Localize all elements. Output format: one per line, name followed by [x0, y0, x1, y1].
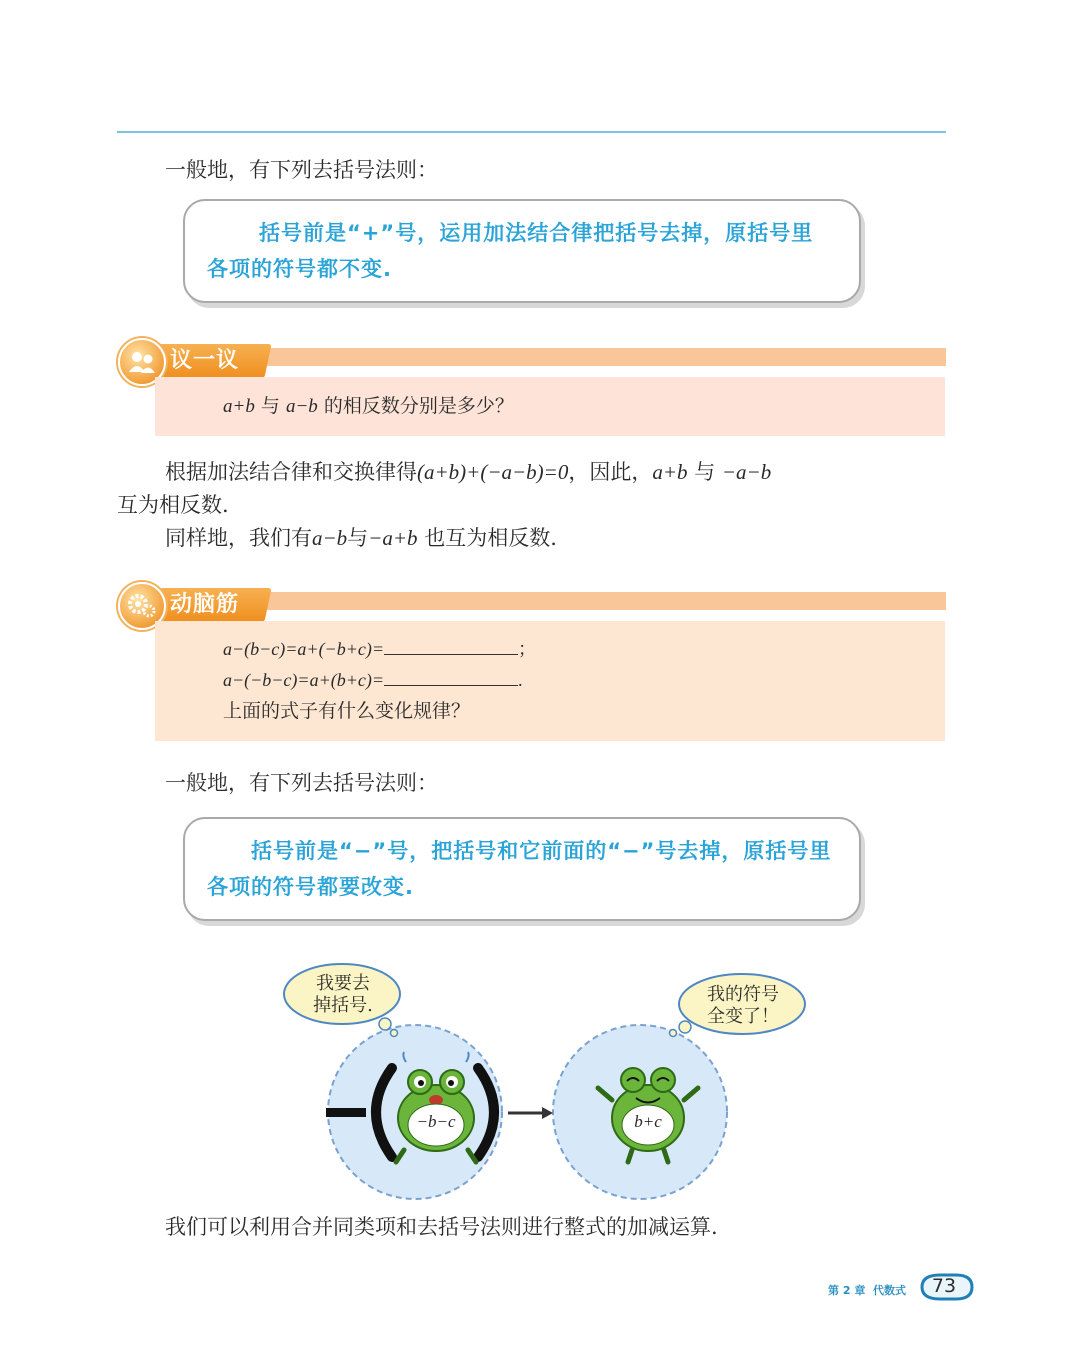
conclusion-text: 我们可以利用合并同类项和去括号法则进行整式的加减运算.	[165, 1215, 718, 1239]
answer-blank-2[interactable]	[384, 667, 518, 686]
discuss-label: 议一议	[148, 344, 271, 378]
discuss-header-bar	[266, 348, 946, 366]
brain-box	[155, 621, 945, 741]
frog-left-label: −b−c	[416, 1112, 456, 1131]
left-bubble-text: 我要去 掉括号.	[313, 973, 373, 1016]
brain-label: 动脑筋	[148, 588, 271, 622]
right-bubble-text: 我的符号 全变了！	[707, 984, 779, 1027]
explain-line-1: 根据加法结合律和交换律得(a+b)+(−a−b)=0，因此，a+b 与 −a−b	[165, 460, 772, 484]
brain-equation-1: a−(b−c)=a+(−b+c)= ；	[223, 633, 536, 666]
brain-question: 上面的式子有什么变化规律？	[223, 700, 471, 722]
page-number: 73	[931, 1275, 957, 1297]
explain-line-3: 同样地，我们有a−b与−a+b 也互为相反数.	[165, 526, 557, 550]
intro-text-1: 一般地，有下列去括号法则：	[165, 158, 438, 182]
footer-chapter: 第 2 章 代数式	[828, 1284, 906, 1297]
rule-text-minus: 括号前是“−”号，把括号和它前面的“−”号去掉，原括号里各项的符号都要改变.	[207, 839, 832, 899]
rule-box-minus	[183, 817, 861, 921]
rule-box-plus	[183, 199, 861, 303]
page-number-badge	[920, 1272, 974, 1302]
intro-text-2: 一般地，有下列去括号法则：	[165, 771, 438, 795]
frog-illustration	[280, 960, 820, 1205]
brain-header-bar	[266, 592, 946, 610]
explain-line-2: 互为相反数.	[117, 493, 229, 517]
header-rule	[117, 131, 946, 133]
answer-blank-1[interactable]	[384, 636, 518, 655]
rule-text-plus: 括号前是“+”号，运用加法结合律把括号去掉，原括号里各项的符号都不变.	[207, 221, 814, 281]
discuss-box	[155, 377, 945, 436]
frog-right-label: b+c	[634, 1112, 662, 1131]
brain-equation-2: a−(−b−c)=a+(b+c)= .	[223, 664, 522, 697]
discuss-question: a+b 与 a−b 的相反数分别是多少？	[223, 395, 514, 417]
